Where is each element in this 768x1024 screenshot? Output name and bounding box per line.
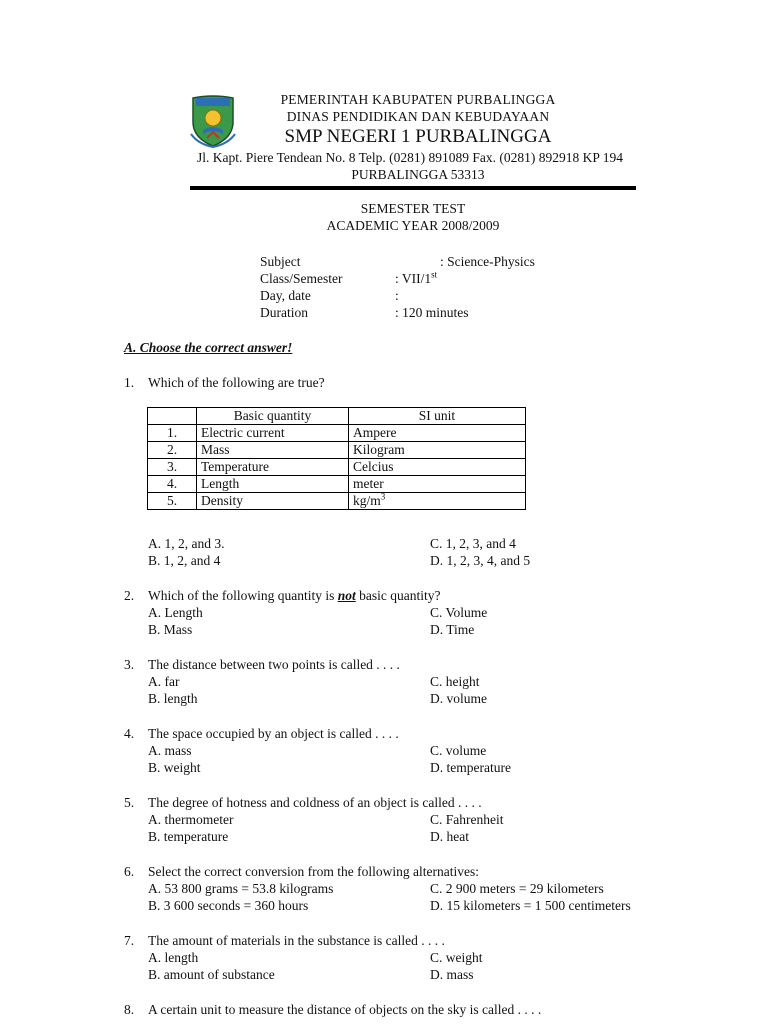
question-number: 2. bbox=[124, 588, 135, 603]
table-cell: 2. bbox=[148, 442, 197, 459]
question-number: 4. bbox=[124, 726, 135, 741]
class-value: : VII/1st bbox=[395, 269, 438, 286]
header-city: PURBALINGGA 53313 bbox=[351, 167, 485, 182]
table-header bbox=[148, 408, 197, 425]
option-a: A. mass bbox=[148, 743, 192, 758]
option-a: A. Length bbox=[148, 605, 203, 620]
header-divider bbox=[190, 186, 636, 190]
table-row bbox=[148, 493, 526, 510]
table-cell: Electric current bbox=[197, 425, 349, 442]
option-c: C. 1, 2, 3, and 4 bbox=[430, 536, 516, 551]
option-d: D. heat bbox=[430, 829, 469, 844]
header-school-name: SMP NEGERI 1 PURBALINGGA bbox=[284, 126, 552, 147]
option-d: D. mass bbox=[430, 967, 474, 982]
table-cell: Kilogram bbox=[349, 442, 526, 459]
test-title: SEMESTER TEST bbox=[360, 201, 466, 216]
class-label: Class/Semester bbox=[260, 271, 343, 286]
question-text: The amount of materials in the substance is called . . . . bbox=[148, 933, 445, 948]
question-number: 6. bbox=[124, 864, 135, 879]
option-d: D. temperature bbox=[430, 760, 511, 775]
section-heading: A. Choose the correct answer! bbox=[124, 340, 293, 355]
option-b: B. 3 600 seconds = 360 hours bbox=[148, 898, 309, 913]
day-label: Day, date bbox=[260, 288, 311, 303]
duration-value: : 120 minutes bbox=[395, 305, 469, 320]
header-government: PEMERINTAH KABUPATEN PURBALINGGA bbox=[280, 92, 556, 107]
table-cell: 5. bbox=[148, 493, 197, 510]
table-cell: 1. bbox=[148, 425, 197, 442]
option-c: C. weight bbox=[430, 950, 483, 965]
question-text: A certain unit to measure the distance of objects on the sky is called . . . . bbox=[148, 1002, 542, 1017]
option-a: A. far bbox=[148, 674, 180, 689]
option-b: B. 1, 2, and 4 bbox=[148, 553, 221, 568]
table-cell: Length bbox=[197, 476, 349, 493]
subject-label: Subject bbox=[260, 254, 301, 269]
table-header-row bbox=[148, 408, 526, 425]
option-b: B. amount of substance bbox=[148, 967, 275, 982]
option-c: C. 2 900 meters = 29 kilometers bbox=[430, 881, 604, 896]
duration-label: Duration bbox=[260, 305, 308, 320]
question-text: Which of the following are true? bbox=[148, 375, 325, 390]
table-row bbox=[148, 459, 526, 476]
question-number: 8. bbox=[124, 1002, 135, 1017]
question-number: 1. bbox=[124, 375, 135, 390]
option-c: C. volume bbox=[430, 743, 487, 758]
table-cell: 3. bbox=[148, 459, 197, 476]
question-number: 5. bbox=[124, 795, 135, 810]
question-text: The degree of hotness and coldness of an object is called . . . . bbox=[148, 795, 482, 810]
table-cell: Density bbox=[197, 493, 349, 510]
question-number: 3. bbox=[124, 657, 135, 672]
table-cell: meter bbox=[349, 476, 526, 493]
option-b: B. length bbox=[148, 691, 198, 706]
option-b: B. temperature bbox=[148, 829, 229, 844]
option-d: D. 1, 2, 3, 4, and 5 bbox=[430, 553, 531, 568]
option-b: B. Mass bbox=[148, 622, 193, 637]
option-d: D. 15 kilometers = 1 500 centimeters bbox=[430, 898, 631, 913]
day-value: : bbox=[395, 288, 399, 303]
header-department: DINAS PENDIDIKAN DAN KEBUDAYAAN bbox=[286, 109, 550, 124]
option-a: A. thermometer bbox=[148, 812, 234, 827]
table-header: SI unit bbox=[349, 408, 526, 425]
table-row bbox=[148, 476, 526, 493]
option-d: D. Time bbox=[430, 622, 475, 637]
table-cell: Celcius bbox=[349, 459, 526, 476]
question-text: Which of the following quantity is not basic quantity? bbox=[148, 588, 441, 603]
table-row bbox=[148, 442, 526, 459]
table-header: Basic quantity bbox=[197, 408, 349, 425]
question-text: The distance between two points is called . . . . bbox=[148, 657, 400, 672]
option-a: A. 53 800 grams = 53.8 kilograms bbox=[148, 881, 334, 896]
academic-year: ACADEMIC YEAR 2008/2009 bbox=[326, 218, 500, 233]
table-cell: Temperature bbox=[197, 459, 349, 476]
table-cell: Ampere bbox=[349, 425, 526, 442]
option-c: C. Volume bbox=[430, 605, 488, 620]
units-table bbox=[147, 407, 526, 510]
option-a: A. length bbox=[148, 950, 199, 965]
subject-value: : Science-Physics bbox=[440, 254, 535, 269]
option-b: B. weight bbox=[148, 760, 201, 775]
option-d: D. volume bbox=[430, 691, 487, 706]
header-address: Jl. Kapt. Piere Tendean No. 8 Telp. (0281) 891089 Fax. (0281) 892918 KP 194 bbox=[196, 150, 624, 165]
question-number: 7. bbox=[124, 933, 135, 948]
option-c: C. height bbox=[430, 674, 480, 689]
option-a: A. 1, 2, and 3. bbox=[148, 536, 225, 551]
table-row bbox=[148, 425, 526, 442]
question-text: The space occupied by an object is called . . . . bbox=[148, 726, 399, 741]
table-cell: 4. bbox=[148, 476, 197, 493]
option-c: C. Fahrenheit bbox=[430, 812, 504, 827]
table-cell: Mass bbox=[197, 442, 349, 459]
table-cell: $kg/m^3$ bbox=[349, 493, 526, 510]
question-text: Select the correct conversion from the following alternatives: bbox=[148, 864, 480, 879]
